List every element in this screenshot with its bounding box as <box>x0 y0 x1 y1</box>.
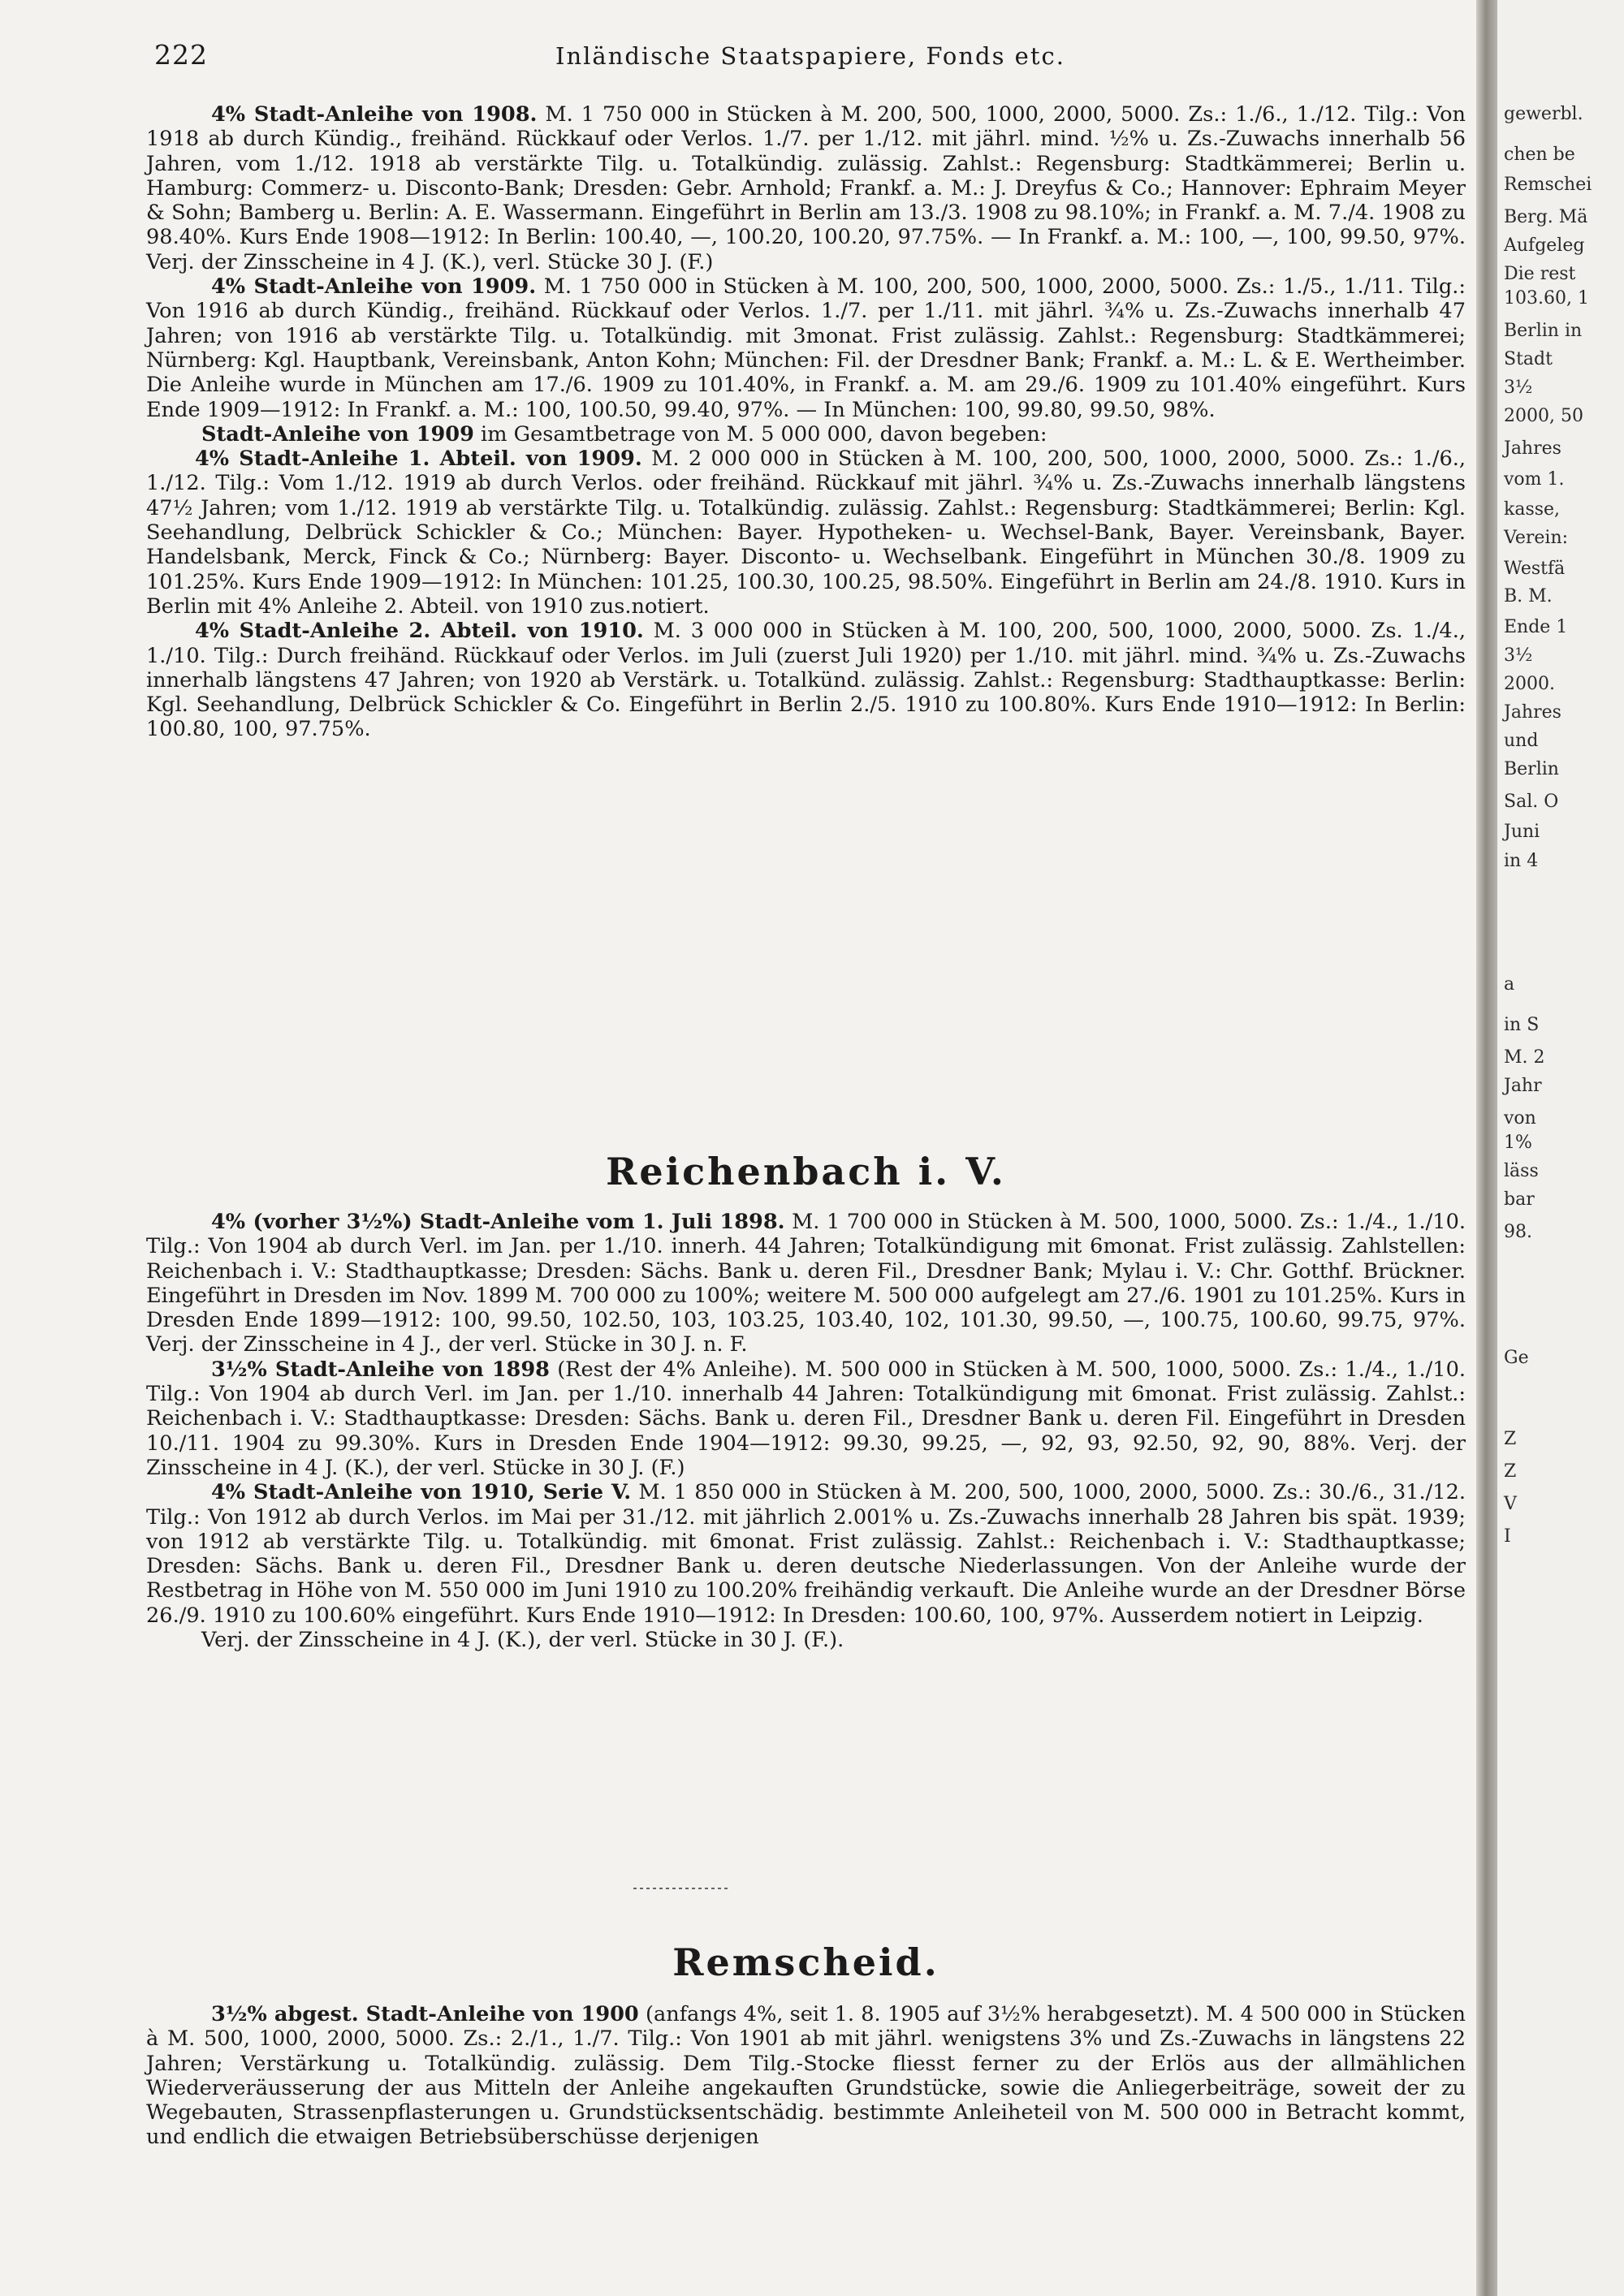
loan-entry-text: M. 1 700 000 in Stücken à M. 500, 1000, 5000. Zs.: 1./4., 1./10. Tilg.: Von 1904 ab durch Verl. im Jan. per 1./10. innerh. 44 Jahren; Totalkündigung mit 6monat. Frist zulässig. Zahlstellen: Reichenbach i. V.: Stadthauptkasse; Dresden: Sächs. Bank u. deren Fil., Dresdner Bank; Mylau i. V.: Chr. Gotthf. Brückner. Eingeführt in Dresden im Nov. 1899 M. 700 000 zu 100%; weitere M. 500 000 aufgelegt am 27./6. 1901 zu 101.25%. Kurs in Dresden Ende 1899—1912: 100, 99.50, 102.50, 103, 103.25, 103.40, 102, 101.30, 99.50, —, 100.75, 100.60, 99.75, 97%. Verj. der Zinsscheine in 4 J., der verl. Stücke in 30 J. n. F. <box>146 1210 1466 1357</box>
section-title: Reichenbach i. V. <box>606 1150 1006 1193</box>
adjacent-page-text: V <box>1504 1494 1517 1514</box>
loan-entry-text: M. 1 750 000 in Stücken à M. 100, 200, 500, 1000, 2000, 5000. Zs.: 1./5., 1./11. Tilg.: Von 1916 ab durch Kündig., freihänd. Rückkauf oder Verlos. 1./7. per 1./11. mit jährl. ¾% u. Zs.-Zuwachs innerhalb 47 Jahren; von 1916 ab verstärkte Tilg. u. Totalkündig. mit 3monat. Frist zulässig. Zahlst.: Regensburg: Stadtkämmerei; Nürnberg: Kgl. Hauptbank, Vereinsbank, Anton Kohn; München: Fil. der Dresdner Bank; Frankf. a. M.: L. & E. Wertheimber. Die Anleihe wurde in München am 17./6. 1909 zu 101.40%, in Frankf. a. M. am 29./6. 1909 zu 101.40% eingeführt. Kurs Ende 1909—1912: In Frankf. a. M.: 100, 100.50, 99.40, 97%. — In München: 100, 99.80, 99.50, 98%. <box>146 274 1466 422</box>
adjacent-page-text: M. 2 <box>1504 1047 1545 1068</box>
section-heading-remscheid <box>146 1940 1466 1984</box>
adjacent-page-text: Verein: <box>1504 528 1569 548</box>
adjacent-page-text: Jahres <box>1504 702 1561 723</box>
section-heading-reichenbach <box>146 1150 1466 1193</box>
adjacent-page-text: I <box>1504 1526 1511 1547</box>
loan-entry-text: Verj. der Zinsscheine in 4 J. (K.), der verl. Stücke in 30 J. (F.). <box>201 1628 844 1653</box>
adjacent-page-text: Stadt <box>1504 349 1553 369</box>
loan-entry-heading: 4% Stadt-Anleihe 1. Abteil. von 1909. <box>195 447 642 472</box>
running-head: Inländische Staatspapiere, Fonds etc. <box>555 42 1065 70</box>
loan-entry <box>146 1357 1466 1480</box>
adjacent-page-text: 2000. <box>1504 674 1555 694</box>
loan-entry-text: M. 1 750 000 in Stücken à M. 200, 500, 1000, 2000, 5000. Zs.: 1./6., 1./12. Tilg.: Von 1918 ab durch Kündig., freihänd. Rückkauf oder Verlos. 1./7. per 1./12. mit jährl. mind. ½% u. Zs.-Zuwachs innerhalb 56 Jahren, vom 1./12. 1918 ab verstärkte Tilg. u. Totalkündig. zulässig. Zahlst.: Regensburg: Stadtkämmerei; Berlin u. Hamburg: Commerz- u. Disconto-Bank; Dresden: Gebr. Arnhold; Frankf. a. M.: J. Dreyfus & Co.; Hannover: Ephraim Meyer & Sohn; Bamberg u. Berlin: A. E. Wassermann. Eingeführt in Berlin am 13./3. 1908 zu 98.10%; in Frankf. a. M. 7./4. 1908 zu 98.40%. Kurs Ende 1908—1912: In Berlin: 100.40, —, 100.20, 100.20, 97.75%. — In Frankf. a. M.: 100, —, 100, 99.50, 97%. Verj. der Zinsscheine in 4 J. (K.), verl. Stücke 30 J. (F.) <box>146 102 1466 274</box>
loan-entry-heading: 3½% abgest. Stadt-Anleihe von 1900 <box>211 2002 639 2026</box>
loan-entry-heading: 4% Stadt-Anleihe von 1908. <box>211 102 538 127</box>
loan-entry <box>146 1480 1466 1628</box>
page-number: 222 <box>154 39 208 71</box>
book-gutter <box>1476 0 1497 2296</box>
adjacent-page-text: und <box>1504 731 1539 751</box>
adjacent-page-text: 98. <box>1504 1222 1532 1242</box>
loan-entry <box>146 447 1466 619</box>
adjacent-page-text: Berlin <box>1504 759 1559 779</box>
reichenbach-loans-block <box>146 1210 1466 1652</box>
adjacent-page-text: Sal. O <box>1504 792 1559 812</box>
loan-entry-heading: 4% (vorher 3½%) Stadt-Anleihe vom 1. Juli 1898. <box>211 1210 785 1234</box>
loan-entry <box>146 619 1466 741</box>
adjacent-page-text: gewerbl. <box>1504 104 1583 124</box>
loan-entry-heading: 4% Stadt-Anleihe 2. Abteil. von 1910. <box>195 619 644 644</box>
adjacent-page-text: 2000, 50 <box>1504 406 1583 426</box>
loan-entry-heading: 4% Stadt-Anleihe von 1910, Serie V. <box>211 1480 632 1505</box>
adjacent-page-text: kasse, <box>1504 499 1561 520</box>
section-divider <box>633 1888 731 1889</box>
loan-entry-text: M. 1 850 000 in Stücken à M. 200, 500, 1000, 2000, 5000. Zs.: 30./6., 31./12. Tilg.: Von 1912 ab durch Verlos. im Mai per 31./12. mit jährlich 2.001% u. Zs.-Zuwachs innerhalb 28 Jahren bis spät. 1939; von 1912 ab verstärkte Tilg. u. Totalkündig. mit 6monat. Frist zulässig. Zahlst.: Reichenbach i. V.: Stadthauptkasse; Dresden: Sächs. Bank u. deren Fil., Dresdner Bank u. deren deutsche Niederlassungen. Von der Anleihe wurde der Restbetrag in Höhe von M. 550 000 im Juni 1910 zu 100.20% freihändig verkauft. Die Anleihe wurde an der Dresdner Börse 26./9. 1910 zu 100.60% eingeführt. Kurs Ende 1910—1912: In Dresden: 100.60, 100, 97%. Ausserdem notiert in Leipzig. <box>146 1480 1466 1628</box>
adjacent-page-text: a <box>1504 974 1515 995</box>
adjacent-page-text: Westfä <box>1504 559 1566 579</box>
adjacent-page-text: 1% <box>1504 1133 1532 1153</box>
loan-entry-heading: 3½% Stadt-Anleihe von 1898 <box>211 1357 550 1382</box>
adjacent-page-text: in S <box>1504 1015 1540 1035</box>
loan-entry <box>146 2002 1466 2150</box>
adjacent-page-text: läss <box>1504 1161 1539 1181</box>
adjacent-page-text: Berlin in <box>1504 321 1583 341</box>
adjacent-page-text: Berg. Mä <box>1504 207 1588 227</box>
adjacent-page-text: Jahres <box>1504 438 1561 459</box>
adjacent-page-text: Ge <box>1504 1348 1529 1368</box>
adjacent-page-text: chen be <box>1504 145 1575 165</box>
loan-entry-text: M. 3 000 000 in Stücken à M. 100, 200, 500, 1000, 2000, 5000. Zs. 1./4., 1./10. Tilg.: Durch freihänd. Rückkauf oder Verlos. im Juli (zuerst Juli 1920) per 1./10. mit jährl. mind. ¾% u. Zs.-Zuwachs innerhalb längstens 47 Jahren; von 1920 ab Verstärk. u. Totalkünd. zulässig. Zahlst.: Regensburg: Stadthauptkasse: Berlin: Kgl. Seehandlung, Delbrück Schickler & Co. Eingeführt in Berlin 2./5. 1910 zu 100.80%. Kurs Ende 1910—1912: In Berlin: 100.80, 100, 97.75%. <box>146 619 1466 742</box>
loan-entry-heading: Stadt-Anleihe von 1909 <box>201 421 474 447</box>
loan-entry <box>146 274 1466 422</box>
adjacent-page-text: Ende 1 <box>1504 617 1568 637</box>
loan-entry <box>146 422 1466 447</box>
adjacent-page-text: Z <box>1504 1429 1517 1449</box>
section-title: Remscheid. <box>672 1940 939 1984</box>
loan-entry-heading: 4% Stadt-Anleihe von 1909. <box>211 274 537 300</box>
adjacent-page-text: vom 1. <box>1504 469 1565 490</box>
loan-entry-text: (Rest der 4% Anleihe). M. 500 000 in Stücken à M. 500, 1000, 5000. Zs.: 1./4., 1./10. Tilg.: Von 1904 ab durch Verl. im Jan. per 1./10. innerhalb 44 Jahren: Totalkündigung mit 6monat. Frist zulässig. Zahlst.: Reichenbach i. V.: Stadthauptkasse: Dresden: Sächs. Bank u. deren Fil., Dresdner Bank u. deren Fil. Eingeführt in Dresden 10./11. 1904 zu 99.30%. Kurs in Dresden Ende 1904—1912: 99.30, 99.25, —, 92, 93, 92.50, 92, 90, 88%. Verj. der Zinsscheine in 4 J. (K.), der verl. Stücke in 30 J. (F.) <box>146 1357 1466 1480</box>
loan-entry <box>146 1628 1466 1652</box>
page-header <box>154 39 1470 71</box>
adjacent-page-text: bar <box>1504 1189 1535 1210</box>
adjacent-page-text: Remschei <box>1504 175 1592 195</box>
adjacent-page-text: B. M. <box>1504 586 1553 606</box>
adjacent-page-text: Z <box>1504 1461 1517 1482</box>
adjacent-page-text: 3½ <box>1504 645 1533 666</box>
remscheid-loans-block <box>146 2002 1466 2150</box>
loan-entry-text: M. 2 000 000 in Stücken à M. 100, 200, 500, 1000, 2000, 5000. Zs.: 1./6., 1./12. Tilg.: Vom 1./12. 1919 ab durch Verlos. oder freihänd. Rückkauf mit jährl. ¾% u. Zs.-Zuwachs innerhalb längstens 47½ Jahren; vom 1./12. 1919 ab verstärkte Tilg. u. Totalkündig. zulässig. Zahlst.: Regensburg: Stadtkämmerei; Berlin: Kgl. Seehandlung, Delbrück Schickler & Co.; München: Bayer. Hypotheken- u. Wechsel-Bank, Bayer. Vereinsbank, Bayer. Handelsbank, Merck, Finck & Co.; Nürnberg: Bayer. Disconto- u. Wechselbank. Eingeführt in München 30./8. 1909 zu 101.25%. Kurs Ende 1909—1912: In München: 101.25, 100.30, 100.25, 98.50%. Eingeführt in Berlin am 24./8. 1910. Kurs in Berlin mit 4% Anleihe 2. Abteil. von 1910 zus.notiert. <box>146 447 1466 619</box>
loan-entry-text: im Gesamtbetrage von M. 5 000 000, davon begeben: <box>473 421 1047 447</box>
adjacent-page-fragment <box>1497 0 1624 2296</box>
loan-entry-text: (anfangs 4%, seit 1. 8. 1905 auf 3½% herabgesetzt). M. 4 500 000 in Stücken à M. 500, 1000, 2000, 5000. Zs.: 2./1., 1./7. Tilg.: Von 1901 ab mit jährl. wenigstens 3% und Zs.-Zuwachs in längstens 22 Jahren; Verstärkung u. Totalkündig. zulässig. Dem Tilg.-Stocke fliesst ferner zu der Erlös aus der allmählichen Wiederveräusserung der aus Mitteln der Anleihe angekauften Grundstücke, sowie die Anliegerbeiträge, soweit der zu Wegebauten, Strassenpflasterungen u. Grundstücksentschädig. bestimmte Anleiheteil von M. 500 000 in Betracht kommt, und endlich die etwaigen Betriebsüberschüsse derjenigen <box>146 2002 1466 2150</box>
adjacent-page-text: 3½ <box>1504 378 1533 398</box>
loan-entry <box>146 1210 1466 1357</box>
adjacent-page-text: von <box>1504 1108 1536 1129</box>
regensburg-loans-block <box>146 102 1466 742</box>
adjacent-page-text: Juni <box>1504 822 1540 842</box>
adjacent-page-text: Die rest <box>1504 264 1576 284</box>
adjacent-page-text: Jahr <box>1504 1076 1542 1096</box>
adjacent-page-text: 103.60, 1 <box>1504 288 1589 309</box>
adjacent-page-text: Aufgeleg <box>1504 235 1585 256</box>
adjacent-page-text: in 4 <box>1504 851 1539 871</box>
loan-entry <box>146 102 1466 274</box>
